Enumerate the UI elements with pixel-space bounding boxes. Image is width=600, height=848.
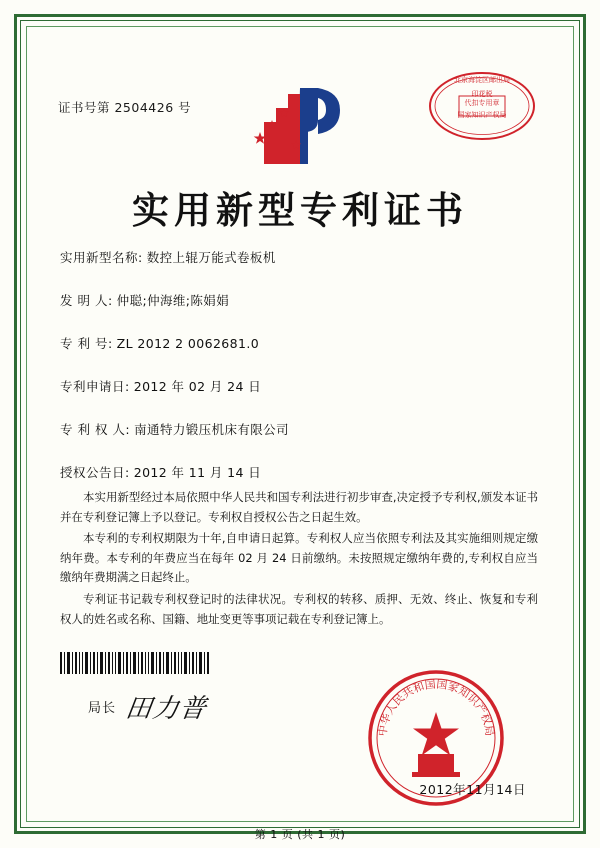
field-value: 2012 年 11 月 14 日: [133, 465, 262, 480]
page-footer: 第 1 页 (共 1 页): [254, 828, 346, 841]
field-value: ZL 2012 2 0062681.0: [116, 336, 260, 351]
field-label: 授权公告日:: [60, 465, 130, 480]
field-row: [60, 377, 540, 395]
field-row: [60, 334, 540, 352]
field-label: 专 利 权 人:: [60, 422, 131, 437]
body-paragraph: 专利证书记载专利权登记时的法律状况。专利权的转移、质押、无效、终止、恢复和专利权人的姓名或名称、国籍、地址变更等事项记载在专利登记簿上。: [60, 592, 538, 626]
barcode: [60, 652, 210, 674]
certificate-content: [40, 40, 560, 841]
field-row: [60, 248, 540, 266]
signature-label: 局长: [88, 701, 117, 716]
tax-stamp-text: [426, 70, 538, 142]
issue-date: 2012年11月14日: [419, 782, 526, 797]
tax-stamp-line-4: 国家知识产权局: [457, 111, 507, 120]
svg-text:中华人民共和国国家知识产权局: 中华人民共和国国家知识产权局: [375, 677, 497, 737]
tax-stamp-line-2: 印花税: [471, 89, 493, 98]
signature-block: [88, 688, 207, 725]
field-row: [60, 463, 540, 481]
field-label: 专利申请日:: [60, 379, 130, 394]
body-paragraph: 本实用新型经过本局依照中华人民共和国专利法进行初步审查,决定授予专利权,颁发本证书并在专利登记簿上予以登记。专利权自授权公告之日起生效。: [60, 490, 538, 524]
body-text: [60, 488, 538, 631]
tax-stamp-line-3: 代扣专用章: [464, 98, 500, 107]
field-label: 专 利 号:: [60, 336, 113, 351]
tax-stamp-seal: [426, 70, 538, 142]
field-list: [60, 248, 540, 506]
field-row: [60, 291, 540, 309]
field-label: 实用新型名称:: [60, 250, 143, 265]
patent-logo-icon: [248, 86, 352, 168]
field-value: 仲聪;仲海维;陈娟娟: [116, 293, 230, 308]
field-value: 2012 年 02 月 24 日: [133, 379, 262, 394]
certificate-number: 证书号第 2504426 号: [58, 100, 192, 115]
field-label: 发 明 人:: [60, 293, 113, 308]
field-value: 南通特力锻压机床有限公司: [134, 422, 289, 437]
field-value: 数控上辊万能式卷板机: [146, 250, 276, 265]
tax-stamp-line-1: 北京海淀区邮出局: [454, 76, 510, 84]
page-title: 实用新型专利证书: [132, 189, 468, 232]
field-row: [60, 420, 540, 438]
signature-name: 田力普: [123, 694, 209, 724]
body-paragraph: 本专利的专利权期限为十年,自申请日起算。专利权人应当依照专利法及其实施细则规定缴纳年费。本专利的年费应当在每年 02 月 24 日前缴纳。未按照规定缴纳年费的,专利权自应当缴纳年费期满之日起终止。: [60, 531, 538, 585]
